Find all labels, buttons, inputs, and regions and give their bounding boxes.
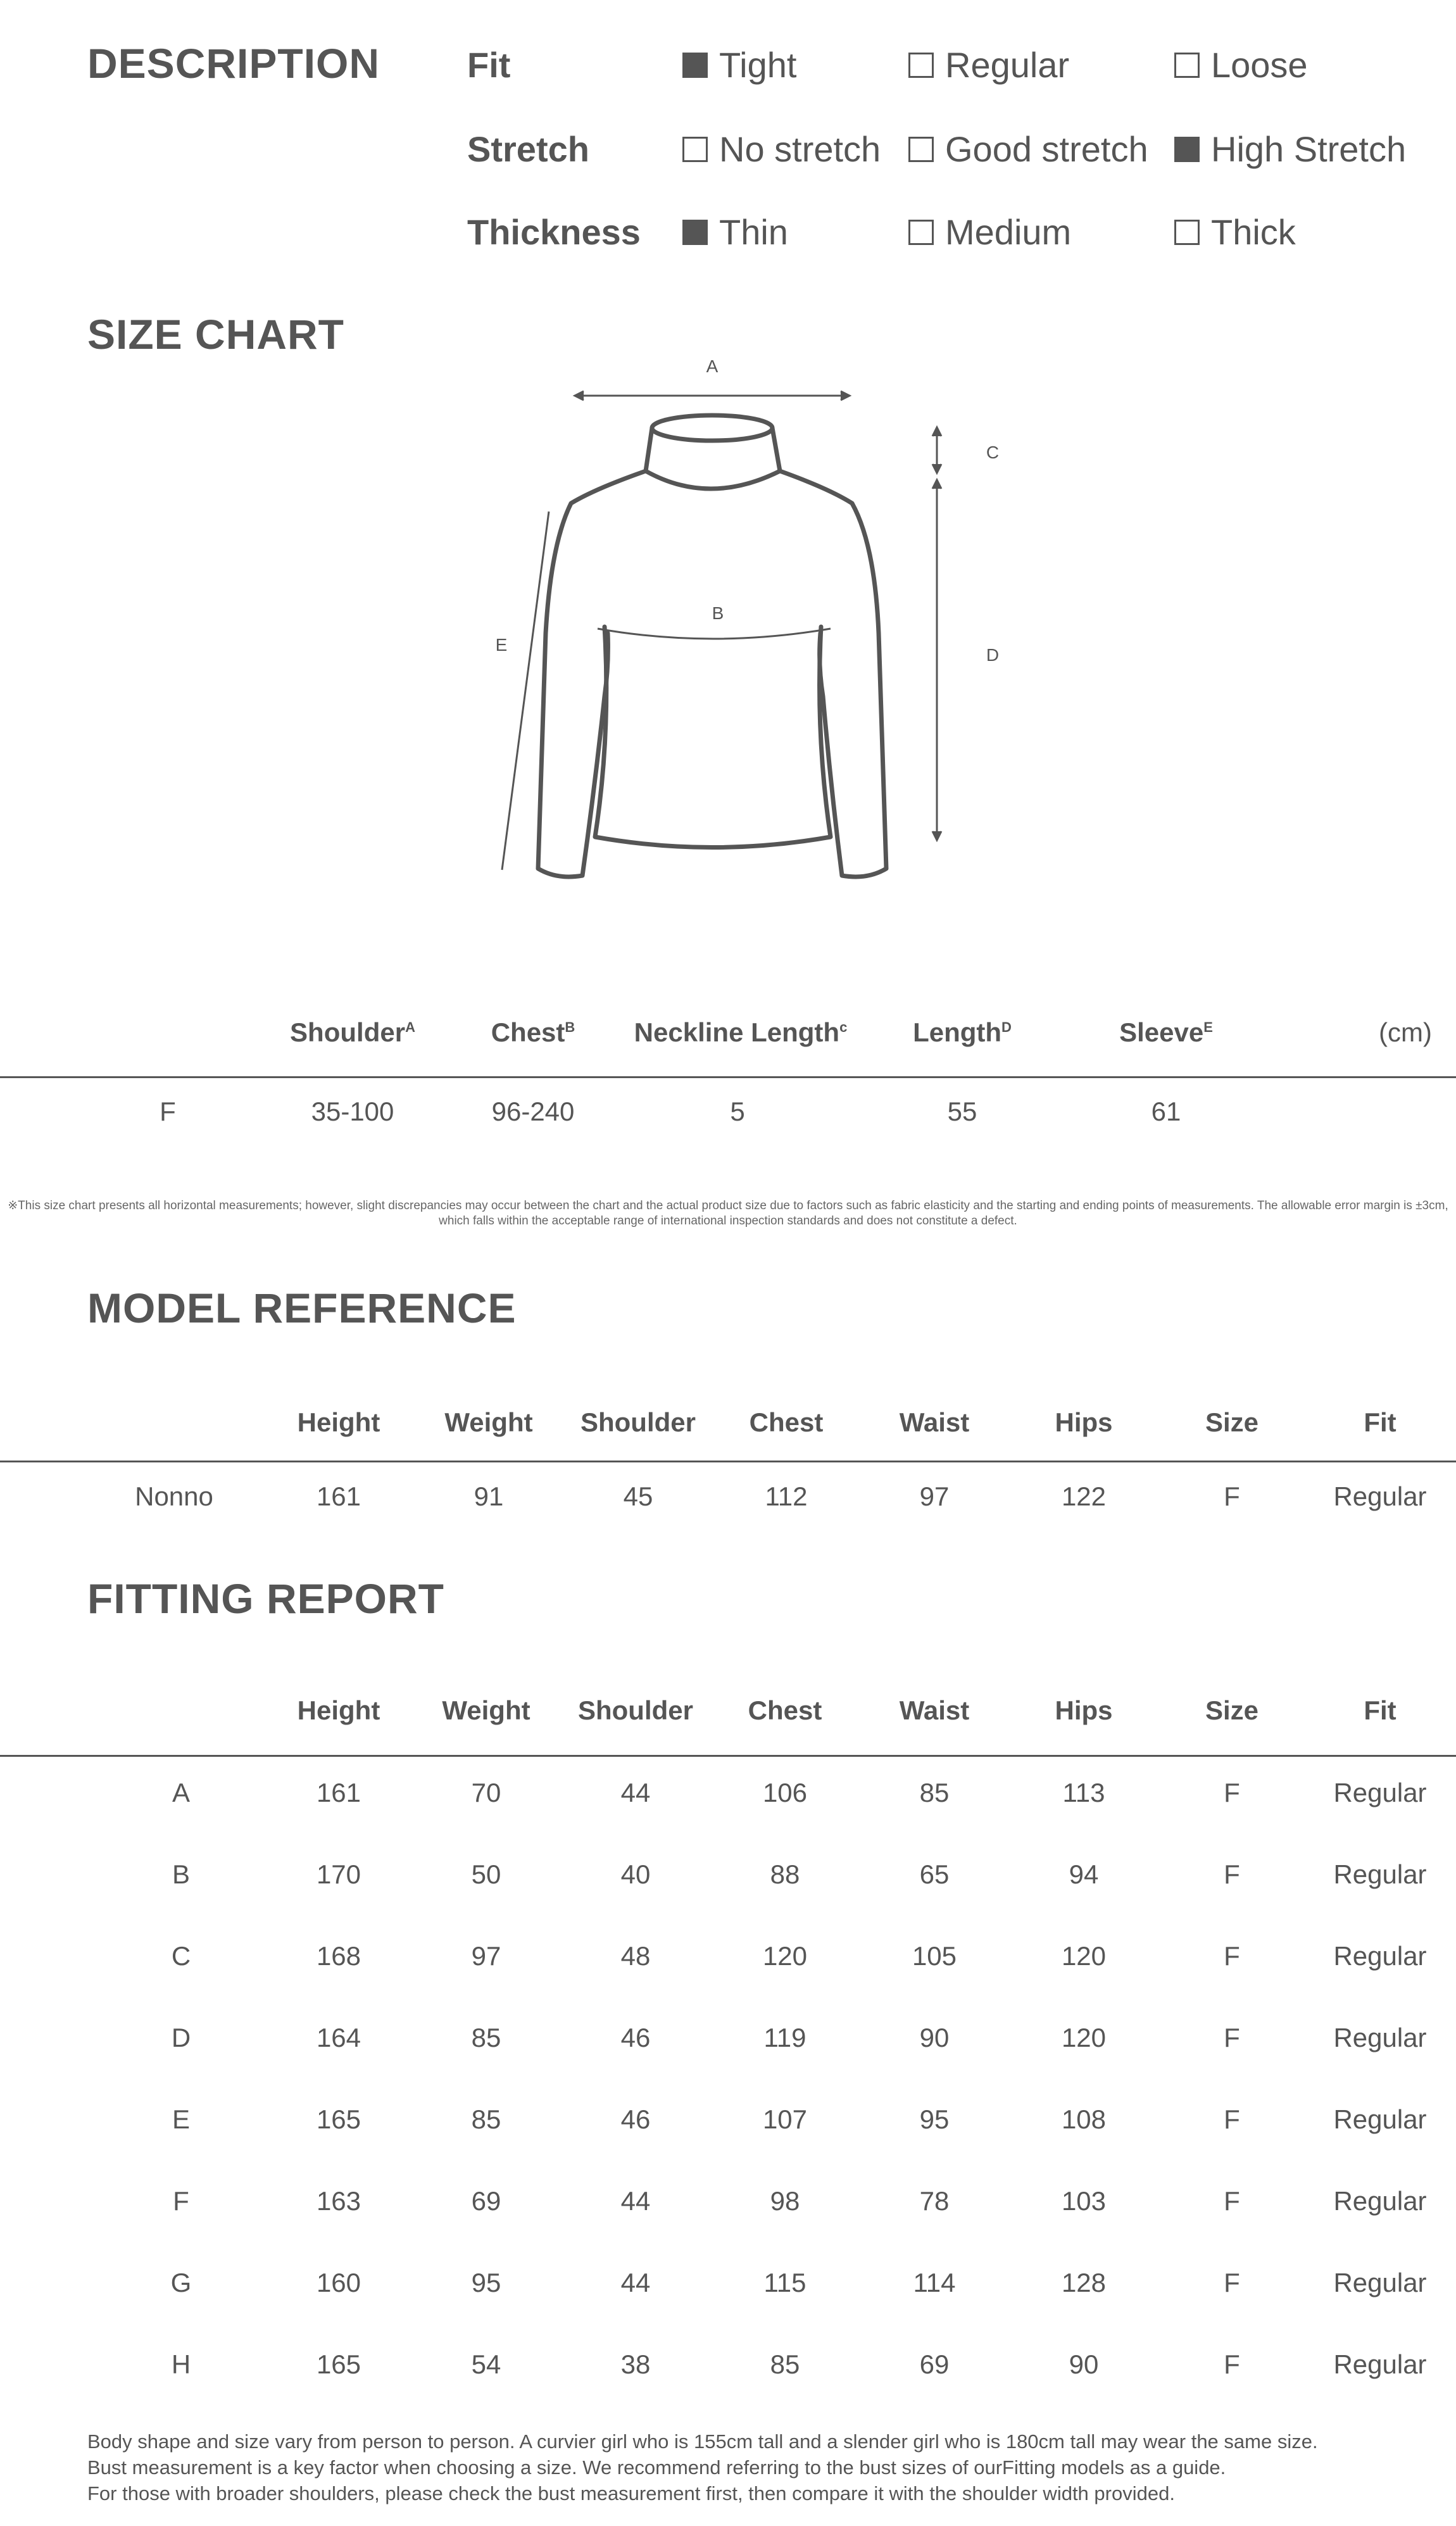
fitting-height-cell: 160 <box>316 2268 361 2297</box>
fitting-weight-cell: 85 <box>471 2023 501 2052</box>
footnote-line: Body shape and size vary from person to person. A curvier girl who is 155cm tall and a slender girl who is 180cm tall may wear the same size. <box>87 2430 1318 2453</box>
fitting-report-title: FITTING REPORT <box>87 1575 444 1622</box>
fitting-size-cell: F <box>1224 2349 1240 2379</box>
thickness-option-medium[interactable]: Medium <box>908 211 1071 253</box>
fitting-weight-cell: 54 <box>471 2349 501 2379</box>
fitting-shoulder-cell: 46 <box>620 2023 651 2052</box>
fitting-fit-cell: Regular <box>1333 2104 1427 2134</box>
measure-lines <box>502 391 941 870</box>
fitting-chest-cell: 106 <box>762 1778 808 1807</box>
fitting-fit-cell: Regular <box>1333 2023 1427 2052</box>
fitting-waist-cell: 85 <box>919 1778 950 1807</box>
size-chart-title: SIZE CHART <box>87 311 344 358</box>
thickness-label: Thickness <box>467 212 641 252</box>
model-col-height: Height <box>297 1407 380 1437</box>
fitting-weight-cell: 50 <box>471 1859 501 1889</box>
size-unit: (cm) <box>1379 1017 1432 1047</box>
fitting-chest-cell: 98 <box>770 2186 800 2216</box>
fitting-chest-cell: 120 <box>762 1941 808 1971</box>
fitting-hips-cell: 108 <box>1061 2104 1107 2134</box>
fit-option-loose[interactable]: Loose <box>1174 44 1308 85</box>
fitting-size-cell: F <box>1224 1778 1240 1807</box>
fitting-row-name: F <box>173 2186 189 2216</box>
turtleneck-outline <box>538 415 886 877</box>
fitting-height-cell: 165 <box>316 2349 361 2379</box>
table-row <box>0 1481 1456 1519</box>
diagram-label-e: E <box>495 635 508 655</box>
size-col-chest: Chest$^B$ <box>491 1017 575 1047</box>
fitting-shoulder-cell: 46 <box>620 2104 651 2134</box>
fitting-chest-cell: 119 <box>763 2023 806 2052</box>
diagram-label-d: D <box>986 645 1000 665</box>
fitting-chest-cell: 115 <box>763 2268 806 2297</box>
model-col-weight: Weight <box>444 1407 533 1437</box>
fitting-hips-cell: 94 <box>1069 1859 1099 1889</box>
fitting-shoulder-cell: 40 <box>620 1859 651 1889</box>
fitting-chest-cell: 107 <box>762 2104 808 2134</box>
diagram-label-a: A <box>706 356 719 376</box>
fitting-row-name: C <box>171 1941 191 1971</box>
fitting-fit-cell: Regular <box>1333 1778 1427 1807</box>
model-col-shoulder: Shoulder <box>580 1407 696 1437</box>
fit-option-regular[interactable]: Regular <box>908 44 1069 85</box>
size-col-neckline: Neckline Length$^c$ <box>634 1017 848 1047</box>
model-reference-title: MODEL REFERENCE <box>87 1285 517 1331</box>
footnote-line: Bust measurement is a key factor when choosing a size. We recommend referring to the bust sizes of ourFitting models as a guide. <box>87 2456 1226 2479</box>
fitting-fit-cell: Regular <box>1333 2186 1427 2216</box>
fitting-weight-cell: 70 <box>471 1778 501 1807</box>
fitting-col-hips: Hips <box>1055 1695 1113 1725</box>
model-col-fit: Fit <box>1364 1407 1396 1437</box>
fitting-row-name: B <box>172 1859 190 1889</box>
stretch-option-good[interactable]: Good stretch <box>908 129 1148 170</box>
fitting-size-cell: F <box>1224 1859 1240 1889</box>
size-sleeve-value: 61 <box>1151 1096 1181 1126</box>
fitting-fit-cell: Regular <box>1333 1859 1427 1889</box>
fitting-height-cell: 163 <box>316 2186 361 2216</box>
fitting-row-name: G <box>170 2268 192 2297</box>
fitting-table-header <box>0 1695 1456 1733</box>
fitting-waist-cell: 90 <box>919 2023 950 2052</box>
garment-diagram <box>0 0 1456 918</box>
table-row <box>0 2023 1456 2061</box>
fitting-hips-cell: 90 <box>1069 2349 1099 2379</box>
fitting-shoulder-cell: 44 <box>620 2268 651 2297</box>
fitting-table-divider <box>0 1755 1456 1757</box>
model-col-size: Size <box>1205 1407 1259 1437</box>
table-row <box>0 2104 1456 2142</box>
fitting-hips-cell: 120 <box>1061 2023 1107 2052</box>
fitting-hips-cell: 120 <box>1061 1941 1107 1971</box>
stretch-label: Stretch <box>467 129 589 169</box>
description-title: DESCRIPTION <box>87 40 380 87</box>
fitting-waist-cell: 78 <box>919 2186 950 2216</box>
fitting-col-chest: Chest <box>748 1695 822 1725</box>
fitting-chest-cell: 85 <box>770 2349 800 2379</box>
fitting-row-name: D <box>171 2023 191 2052</box>
model-height: 161 <box>316 1481 361 1511</box>
fitting-col-waist: Waist <box>899 1695 970 1725</box>
fitting-height-cell: 164 <box>316 2023 361 2052</box>
fitting-shoulder-cell: 48 <box>620 1941 651 1971</box>
thickness-option-thin[interactable]: Thin <box>682 211 788 253</box>
model-waist: 97 <box>919 1481 950 1511</box>
table-row <box>0 2349 1456 2387</box>
diagram-label-b: B <box>712 603 724 623</box>
model-name: Nonno <box>135 1481 213 1511</box>
size-col-sleeve: Sleeve$^E$ <box>1119 1017 1213 1047</box>
model-chest: 112 <box>765 1481 808 1511</box>
table-row <box>0 1859 1456 1897</box>
fit-option-tight[interactable]: Tight <box>682 44 796 85</box>
table-row <box>0 1778 1456 1816</box>
fitting-col-fit: Fit <box>1364 1695 1396 1725</box>
model-col-hips: Hips <box>1055 1407 1113 1437</box>
diagram-label-c: C <box>986 443 1000 462</box>
fitting-weight-cell: 95 <box>471 2268 501 2297</box>
stretch-option-high[interactable]: High Stretch <box>1174 129 1406 170</box>
fitting-hips-cell: 128 <box>1061 2268 1107 2297</box>
size-chest-value: 96-240 <box>491 1096 575 1126</box>
size-chart-note: ※This size chart presents all horizontal measurements; however, slight discrepancies may occur between the chart and the actual product size due to factors such as fabric elasticity and the starting and ending points of measurements. The allowable error margin is ±3cm, which falls within the acceptable range of international inspection standards and does not constitute a defect. <box>8 1199 1448 1228</box>
fitting-height-cell: 168 <box>316 1941 361 1971</box>
model-table-divider <box>0 1461 1456 1462</box>
model-table-header <box>0 1407 1456 1445</box>
fitting-chest-cell: 88 <box>770 1859 800 1889</box>
size-length-value: 55 <box>947 1096 977 1126</box>
fitting-col-size: Size <box>1205 1695 1259 1725</box>
stretch-option-none[interactable]: No stretch <box>682 129 881 170</box>
table-row <box>0 2268 1456 2306</box>
fitting-height-cell: 165 <box>316 2104 361 2134</box>
model-hips: 122 <box>1061 1481 1107 1511</box>
fitting-size-cell: F <box>1224 2268 1240 2297</box>
size-shoulder-value: 35-100 <box>311 1096 394 1126</box>
model-weight: 91 <box>474 1481 504 1511</box>
fit-label: Fit <box>467 45 511 85</box>
table-row <box>0 2186 1456 2224</box>
fitting-col-height: Height <box>297 1695 380 1725</box>
fitting-waist-cell: 95 <box>919 2104 950 2134</box>
fitting-footnotes <box>87 2429 1318 2506</box>
model-col-chest: Chest <box>749 1407 824 1437</box>
fitting-weight-cell: 85 <box>471 2104 501 2134</box>
size-col-shoulder: Shoulder$^A$ <box>290 1017 415 1047</box>
fitting-fit-cell: Regular <box>1333 2349 1427 2379</box>
fitting-waist-cell: 69 <box>919 2349 950 2379</box>
fitting-size-cell: F <box>1224 2023 1240 2052</box>
fitting-height-cell: 161 <box>316 1778 361 1807</box>
fitting-size-cell: F <box>1224 2104 1240 2134</box>
fitting-row-name: A <box>172 1778 190 1807</box>
fitting-size-cell: F <box>1224 2186 1240 2216</box>
table-row <box>0 1941 1456 1979</box>
fitting-fit-cell: Regular <box>1333 2268 1427 2297</box>
fitting-row-name: E <box>172 2104 190 2134</box>
fitting-waist-cell: 114 <box>913 2268 956 2297</box>
fitting-row-name: H <box>171 2349 191 2379</box>
thickness-option-thick[interactable]: Thick <box>1174 211 1296 253</box>
fitting-hips-cell: 103 <box>1061 2186 1107 2216</box>
fitting-col-shoulder: Shoulder <box>577 1695 693 1725</box>
fitting-height-cell: 170 <box>316 1859 361 1889</box>
fitting-waist-cell: 65 <box>919 1859 950 1889</box>
size-col-length: Length$^D$ <box>913 1017 1012 1047</box>
footnote-line: For those with broader shoulders, please check the bust measurement first, then compare it with the shoulder width provided. <box>87 2482 1175 2504</box>
model-col-waist: Waist <box>899 1407 970 1437</box>
fitting-weight-cell: 69 <box>471 2186 501 2216</box>
fitting-shoulder-cell: 44 <box>620 1778 651 1807</box>
size-neckline-value: 5 <box>730 1096 745 1126</box>
model-size: F <box>1224 1481 1240 1511</box>
model-shoulder: 45 <box>623 1481 653 1511</box>
fitting-shoulder-cell: 44 <box>620 2186 651 2216</box>
fitting-col-weight: Weight <box>442 1695 530 1725</box>
fitting-fit-cell: Regular <box>1333 1941 1427 1971</box>
fitting-size-cell: F <box>1224 1941 1240 1971</box>
fitting-hips-cell: 113 <box>1062 1778 1105 1807</box>
size-table-divider <box>0 1076 1456 1078</box>
size-row-label: F <box>160 1096 176 1126</box>
fitting-weight-cell: 97 <box>471 1941 501 1971</box>
model-fit: Regular <box>1333 1481 1427 1511</box>
fitting-shoulder-cell: 38 <box>620 2349 651 2379</box>
fitting-waist-cell: 105 <box>912 1941 957 1971</box>
